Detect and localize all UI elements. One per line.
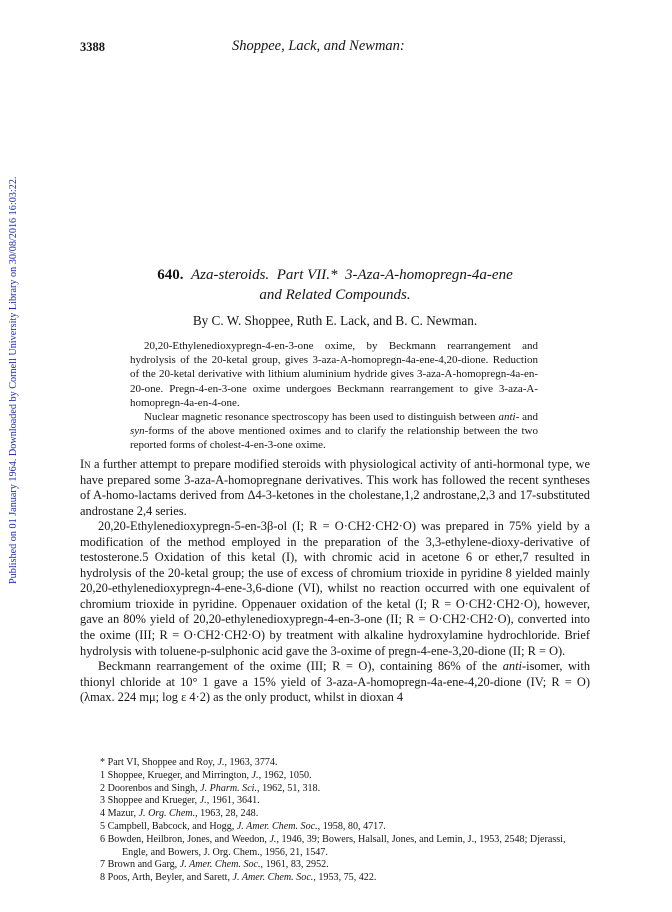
title-compound: 3-Aza-A-homopregn-4a-ene: [345, 267, 513, 283]
footnote-ref: 3: [100, 795, 106, 807]
footnote-journal: J.: [199, 795, 207, 807]
footnote-text: Brown and Garg,: [107, 859, 180, 871]
footnote-text: , 1962, 1050.: [258, 769, 312, 781]
footnote-ref: 2: [100, 782, 106, 794]
footnote-ref: 5: [100, 820, 106, 832]
footnote-ref: 6: [100, 833, 106, 845]
footnote-journal: J.: [217, 757, 225, 768]
abstract-text: forms of the above mentioned oximes and to clarify the relationship between the two reported forms of cholest-4-en-3-one oxime.: [130, 425, 538, 452]
footnote-text: Part VI, Shoppee and Roy,: [107, 757, 218, 768]
download-watermark: [7, 124, 21, 584]
footnote-text: Mazur,: [107, 808, 139, 820]
title-line2: and Related Compounds.: [259, 287, 411, 303]
article-number: 640.: [157, 267, 184, 283]
abstract: [130, 339, 538, 453]
footnote-journal: J. Amer. Chem. Soc.: [232, 872, 314, 884]
footnote: [100, 872, 590, 885]
footnotes: [80, 757, 590, 885]
footnote-text: Shoppee, Krueger, and Mirrington,: [107, 769, 252, 781]
footnote-journal: J. Amer. Chem. Soc.: [236, 820, 318, 832]
footnote-text: , 1963, 3774.: [224, 757, 278, 768]
footnote: [100, 834, 590, 860]
abstract-italic: syn-: [130, 425, 149, 438]
paragraph-text: -isomer, with thionyl chloride at 10° 1 gave a 15% yield of 3-aza-A-homopregn-4a-ene-4,20-dione (IV; R = O) (λmax. 224 mμ; log ε 4·2) as the only product, whilst in dioxan 4: [80, 659, 591, 705]
footnote-ref: 4: [100, 808, 106, 820]
footnote: [100, 783, 590, 796]
article-title: [80, 265, 590, 305]
footnote-text: , 1953, 75, 422.: [313, 872, 377, 884]
abstract-text: and: [519, 411, 539, 424]
download-note: Published on 01 January 1964. Downloaded by Cornell University Library on 30/08/2016 16:03:22.: [8, 176, 19, 584]
footnote-text: , 1962, 51, 318.: [257, 782, 321, 794]
footnote-journal: J. Amer. Chem. Soc.: [179, 859, 261, 871]
title-part: Part VII.*: [276, 267, 338, 283]
abstract-text: Nuclear magnetic resonance spectroscopy has been used to distinguish between: [144, 411, 499, 424]
footnote-text: , 1961, 83, 2952.: [260, 859, 329, 871]
footnote-text: Bowden, Heilbron, Jones, and Weedon,: [107, 833, 270, 845]
footnote-ref: *: [100, 757, 106, 768]
footnote-journal: J.: [269, 833, 277, 845]
running-head: Shoppee, Lack, and Newman:: [232, 38, 405, 54]
footnote: [100, 795, 590, 808]
footnote-text: Campbell, Babcock, and Hogg,: [107, 820, 237, 832]
title-series: Aza-steroids.: [190, 267, 270, 283]
body-paragraph-3: [80, 659, 590, 706]
footnote: [100, 821, 590, 834]
paragraph-text: a further attempt to prepare modified steroids with physiological activity of anti-hormonal type, we have prepared some 3-aza-A-homopregnane derivatives. This work has followed the recent syntheses of A-homo-lactams derived from Δ4-3-ketones in the cholestane,1,2 androstane,2,3 and 17-substituted androstane 2,4 series.: [80, 457, 590, 518]
footnote-text: , 1963, 28, 248.: [195, 808, 259, 820]
body-paragraph-2: 20,20-Ethylenedioxypregn-5-en-3β-ol (I; R = O·CH2·CH2·O) was prepared in 75% yield by a modification of the method employed in the preparation of the 3,3-ethylene-dioxy-derivative of testosterone.5 Oxidation of this ketal (I), with chromic acid in acetone 6 or ether,7 resulted in hydrolysis of the 20-ketal group; the use of excess of chromium trioxide in pyridine 8 yielded mainly 20,20-ethylenedioxypregn-4-ene-3,6-dione (VI), whilst no reaction occurred with one equivalent of chromium trioxide in pyridine. Oppenauer oxidation of the ketal (I; R = O·CH2·CH2·O), however, gave an 80% yield of 20,20-ethylenedioxypregn-4-en-3-one (II; R = O·CH2·CH2·O), converted into the oxime (III; R = O·CH2·CH2·O) by treatment with alkaline hydroxylamine hydrochloride. Brief hydrolysis with toluene-p-sulphonic acid gave the 3-oxime of pregn-4-ene-3,20-dione (II; R = O).: [80, 519, 590, 658]
footnote-journal: J.: [251, 769, 259, 781]
footnote-journal: J. Org. Chem.: [138, 808, 196, 820]
abstract-paragraph-2: [130, 410, 538, 453]
footnote-text: Shoppee and Krueger,: [107, 795, 200, 807]
footnote: [100, 808, 590, 821]
body-text: [80, 457, 590, 706]
footnote-text: Poos, Arth, Beyler, and Sarett,: [107, 872, 233, 884]
footnote-ref: 1: [100, 769, 106, 781]
paragraph-text: Beckmann rearrangement of the oxime (III; R = O), containing 86% of the: [98, 659, 503, 674]
footnote-journal: J. Pharm. Sci.: [200, 782, 258, 794]
abstract-italic: anti-: [498, 411, 520, 424]
footnote-ref: 8: [100, 872, 106, 884]
footnote-text: Doorenbos and Singh,: [107, 782, 201, 794]
page-number: 3388: [80, 40, 105, 54]
body-paragraph-1: [80, 457, 590, 519]
drop-word: In: [80, 457, 91, 471]
footnote: [100, 859, 590, 872]
footnote-text: , 1961, 3641.: [206, 795, 260, 807]
byline: By C. W. Shoppee, Ruth E. Lack, and B. C. Newman.: [192, 313, 478, 328]
footnote: [100, 770, 590, 783]
footnote-ref: 7: [100, 859, 106, 871]
footnote-text: , 1958, 80, 4717.: [317, 820, 386, 832]
italic-term: anti: [502, 659, 522, 674]
footnote: [100, 757, 590, 770]
footnote-text: , 1946, 39; Bowers, Halsall, Jones, and Lemin, J., 1953, 2548; Djerassi, Engle, and Bowers, J. Org. Chem., 1956, 21, 1547.: [122, 833, 566, 858]
abstract-paragraph: 20,20-Ethylenedioxypregn-4-en-3-one oxime, by Beckmann rearrangement and hydrolysis of the 20-ketal group, gives 3-aza-A-homopregn-4a-ene-4,20-dione. Reduction of the 20-ketal derivative with lithium aluminium hydride gives 3-aza-A-homopregn-4a-en-20-one. Pregn-4-en-3-one oxime undergoes Beckmann rearrangement to give 3-aza-A-homopregn-4a-en-4-one.: [130, 340, 538, 409]
